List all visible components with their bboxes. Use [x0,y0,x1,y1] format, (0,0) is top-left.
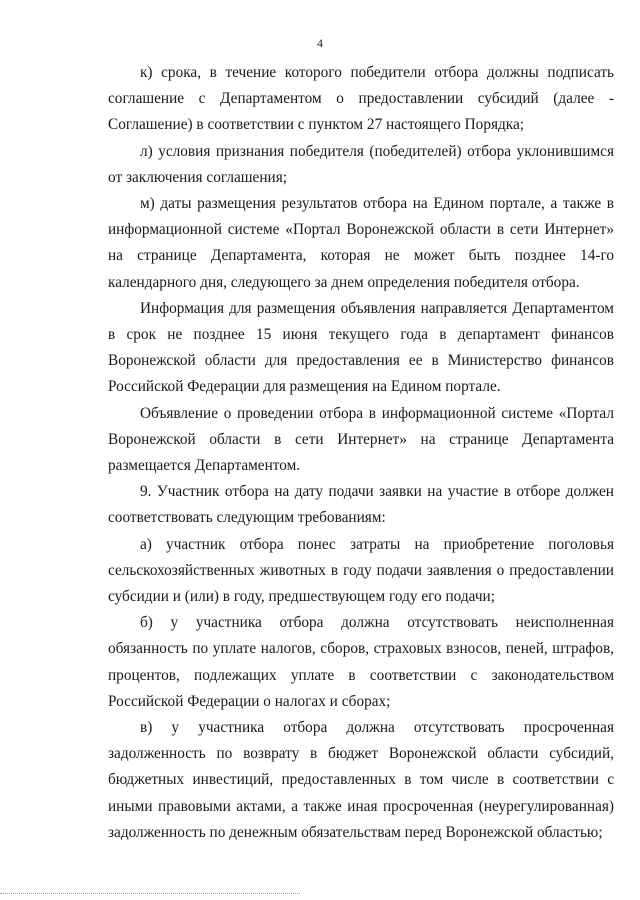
paragraph-item-9: 9. Участник отбора на дату подачи заявки на участие в отборе должен соответствовать следующим требованиям: [108,483,614,527]
paragraph-l: л) условия признания победителя (победителей) отбора уклонившимся от заключения соглашения; [108,142,614,186]
document-body [108,60,614,846]
page-number: 4 [317,36,323,50]
paragraph-announcement-portal: Объявление о проведении отбора в информационной системе «Портал Воронежской области в сети Интернет» на странице Департамента размещается Департаментом. [108,404,614,475]
paragraph-m: м) даты размещения результатов отбора на Едином портале, а также в информационной системе «Портал Воронежской области в сети Интернет» на странице Департамента, которая не может быть позднее 14-го календарного дня, следующего за днем определения победителя отбора. [108,195,614,291]
paragraph-announcement-info: Информация для размещения объявления направляется Департаментом в срок не позднее 15 июня текущего года в департамент финансов Воронежской области для предоставления ее в Министерство финансов Российской Федерации для размещения на Едином портале. [108,299,614,396]
paragraph-requirement-v: в) у участника отбора должна отсутствовать просроченная задолженность по возврату в бюджет Воронежской области субсидий, бюджетных инвестиций, предоставленных в том числе в соответствии с иными правовыми актами, а также иная просроченная (неурегулированная) задолженность по денежным обязательствам перед Воронежской областью; [108,719,614,841]
scan-edge-line [0,893,300,894]
paragraph-k: к) срока, в течение которого победители отбора должны подписать соглашение с Департаментом о предоставлении субсидий (далее - Соглашение) в соответствии с пунктом 27 настоящего Порядка; [108,64,614,134]
paragraph-requirement-b: б) у участника отбора должна отсутствовать неисполненная обязанность по уплате налогов, сборов, страховых взносов, пеней, штрафов, процентов, подлежащих уплате в соответствии с законодательством Российской Федерации о налогах и сборах; [108,614,614,710]
paragraph-requirement-a: а) участник отбора понес затраты на приобретение поголовья сельскохозяйственных животных в году подачи заявления о предоставлении субсидии и (или) в году, предшествующем году его подачи; [108,535,614,606]
